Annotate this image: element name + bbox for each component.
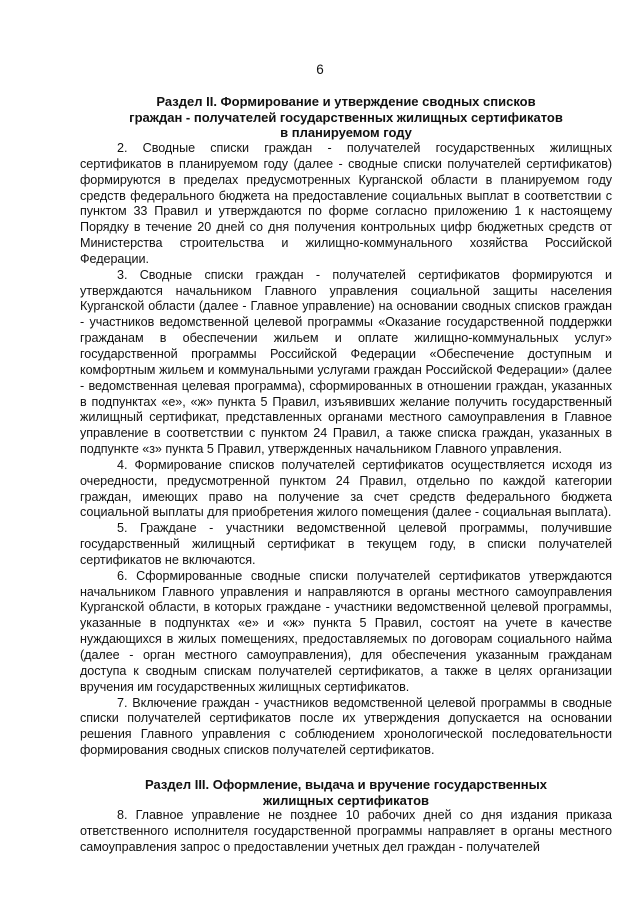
section-2-title-line-1: Раздел II. Формирование и утверждение сводных списков — [156, 94, 536, 109]
page-number: 6 — [316, 62, 324, 77]
section-2-title — [80, 94, 612, 141]
paragraph-2: 2. Сводные списки граждан - получателей государственных жилищных сертификатов в планируемом году (далее - сводные списки получателей сертификатов) формируются в пределах предусмотренных Курганской области в планируемом году средств федерального бюджета на предоставление социальных выплат в соответствии с пунктом 33 Правил и утверждаются по форме согласно приложению 1 к настоящему Порядку в течение 20 дней со дня получения контрольных цифр бюджетных средств от Министерства строительства и жилищно-коммунального хозяйства Российской Федерации. — [80, 141, 612, 266]
section-2-title-line-3: в планируемом году — [280, 125, 412, 140]
paragraph-3: 3. Сводные списки граждан - получателей сертификатов формируются и утверждаются начальником Главного управления социальной защиты населения Курганской области (далее - Главное управление) на основании сводных списков граждан - участников ведомственной целевой программы «Оказание государственной поддержки гражданам в обеспечении жильем и оплате жилищно-коммунальных услуг» государственной программы Российской Федерации «Обеспечение доступным и комфортным жильем и коммунальными услугами граждан Российской Федерации» (далее - ведомственная целевая программа), сформированных в отношении граждан, указанных в подпунктах «е», «ж» пункта 5 Правил, изъявивших желание получить государственный жилищный сертификат, представленных органами местного самоуправления в Главное управление в соответствии с пунктом 24 Правил, а также списка граждан, указанных в подпункте «з» пункта 5 Правил, утвержденных начальником Главного управления. — [80, 267, 612, 457]
paragraph-5: 5. Граждане - участники ведомственной целевой программы, получившие государственный жилищный сертификат в текущем году, в списки получателей сертификатов не включаются. — [80, 521, 612, 567]
paragraph-7: 7. Включение граждан - участников ведомственной целевой программы в сводные списки получателей сертификатов после их утверждения допускается на основании решения Главного управления с соблюдением хронологической последовательности формирования сводных списков получателей сертификатов. — [80, 695, 612, 758]
paragraph-6: 6. Сформированные сводные списки получателей сертификатов утверждаются начальником Главного управления и направляются в органы местного самоуправления Курганской области, в которых граждане - участники ведомственной целевой программы, указанные в подпунктах «е» и «ж» пункта 5 Правил, состоят на учете в качестве нуждающихся в жилых помещениях, предоставляемых по договорам социального найма (далее - орган местного самоуправления), для обеспечения указанным гражданам доступа к сводным спискам получателей сертификатов, а также в целях организации вручения им государственных жилищных сертификатов. — [80, 568, 612, 694]
section-2-body — [80, 141, 612, 759]
section-3-title — [80, 777, 612, 808]
paragraph-8: 8. Главное управление не позднее 10 рабочих дней со дня издания приказа ответственного исполнителя государственной программы направляет в органы местного самоуправления запрос о предоставлении учетных дел граждан - получателей — [80, 808, 612, 854]
section-3-title-line-1: Раздел III. Оформление, выдача и вручение государственных — [145, 777, 547, 792]
section-2-title-line-2: граждан - получателей государственных жилищных сертификатов — [129, 109, 563, 125]
paragraph-4: 4. Формирование списков получателей сертификатов осуществляется исходя из очередности, предусмотренной пунктом 24 Правил, отдельно по каждой категории граждан, имеющих право на получение за счет средств федерального бюджета социальной выплаты для приобретения жилого помещения (далее - социальная выплата). — [80, 457, 612, 520]
section-3-body — [80, 808, 612, 856]
section-3-title-line-2: жилищных сертификатов — [262, 792, 430, 808]
